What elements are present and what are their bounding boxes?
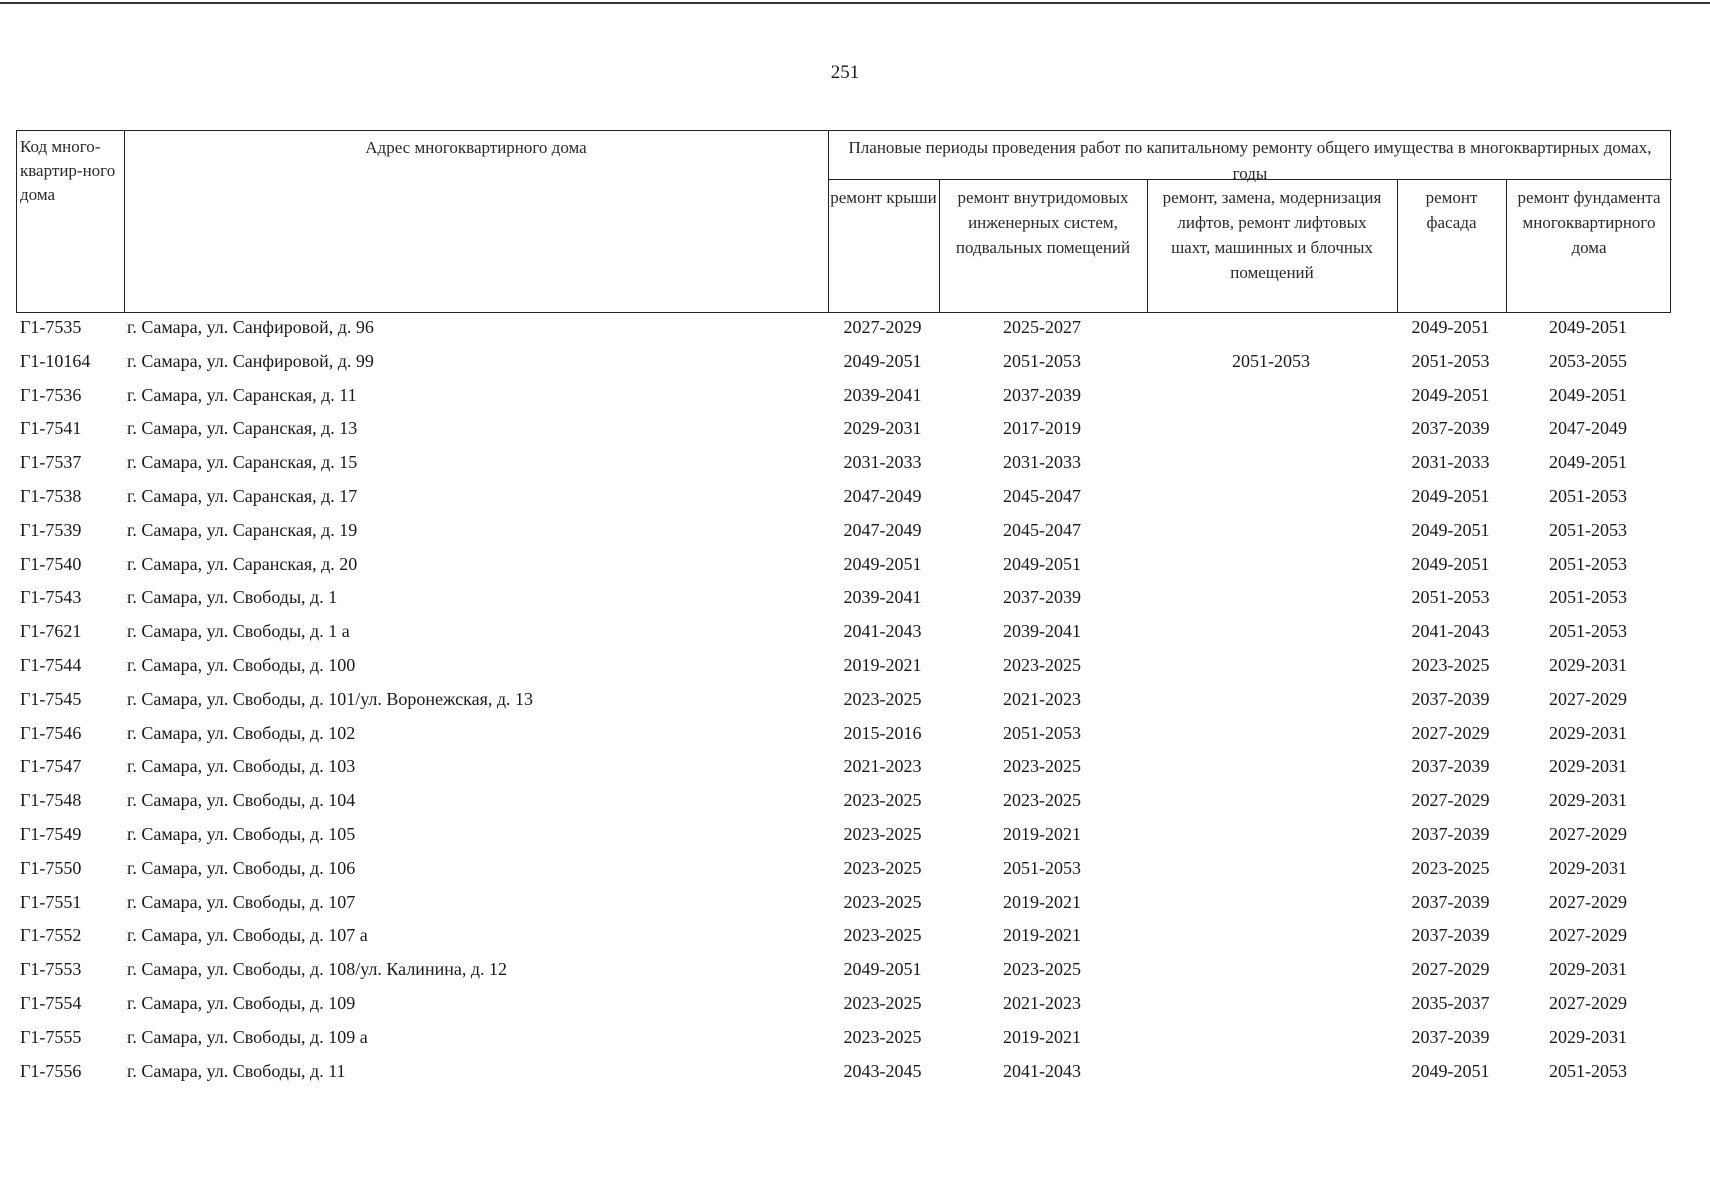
cell-facade: 2035-2037	[1411, 992, 1490, 1013]
cell-code: Г1-7549	[20, 823, 82, 844]
cell-roof: 2023-2025	[843, 790, 922, 811]
cell-address: г. Самара, ул. Свободы, д. 11	[127, 1060, 346, 1081]
cell-engineering: 2051-2053	[1003, 857, 1081, 878]
cell-roof: 2029-2031	[843, 418, 922, 439]
cell-engineering: 2023-2025	[1003, 654, 1081, 675]
cell-foundation: 2051-2053	[1549, 587, 1627, 608]
cell-facade: 2049-2051	[1411, 519, 1490, 540]
cell-engineering: 2021-2023	[1003, 688, 1081, 709]
cell-code: Г1-7536	[20, 384, 82, 405]
cell-engineering: 2023-2025	[1003, 756, 1081, 777]
cell-roof: 2023-2025	[843, 1026, 922, 1047]
header-roof: ремонт крыши	[830, 188, 937, 207]
cell-roof: 2049-2051	[843, 553, 922, 574]
cell-facade: 2023-2025	[1411, 654, 1490, 675]
cell-roof: 2023-2025	[843, 823, 922, 844]
cell-engineering: 2045-2047	[1003, 519, 1081, 540]
cell-address: г. Самара, ул. Свободы, д. 108/ул. Калинина, д. 12	[127, 959, 507, 980]
table-header	[16, 130, 1671, 313]
table-row	[16, 313, 1671, 347]
cell-foundation: 2029-2031	[1549, 790, 1627, 811]
cell-address: г. Самара, ул. Саранская, д. 20	[127, 553, 358, 574]
scan-top-border	[0, 2, 1710, 4]
page-number: 251	[830, 62, 860, 83]
cell-code: Г1-7554	[20, 992, 82, 1013]
cell-roof: 2047-2049	[843, 519, 922, 540]
cell-code: Г1-7556	[20, 1060, 82, 1081]
cell-foundation: 2029-2031	[1549, 1026, 1627, 1047]
cell-code: Г1-7539	[20, 519, 82, 540]
cell-address: г. Самара, ул. Свободы, д. 109 а	[127, 1026, 368, 1047]
cell-facade: 2037-2039	[1411, 688, 1490, 709]
cell-code: Г1-7551	[20, 891, 82, 912]
cell-code: Г1-7544	[20, 654, 82, 675]
cell-roof: 2041-2043	[843, 621, 922, 642]
table-row	[16, 1023, 1671, 1057]
table-row	[16, 550, 1671, 584]
table-row	[16, 955, 1671, 989]
cell-foundation: 2027-2029	[1549, 688, 1627, 709]
table-row	[16, 752, 1671, 786]
cell-address: г. Самара, ул. Саранская, д. 19	[127, 519, 358, 540]
cell-roof: 2043-2045	[843, 1060, 922, 1081]
cell-foundation: 2029-2031	[1549, 857, 1627, 878]
table-row	[16, 786, 1671, 820]
cell-engineering: 2019-2021	[1003, 1026, 1081, 1047]
header-lifts: ремонт, замена, модернизация лифтов, ремонт лифтовых шахт, машинных и блочных помещений	[1162, 188, 1382, 282]
table-row	[16, 1057, 1671, 1091]
cell-address: г. Самара, ул. Свободы, д. 109	[127, 992, 356, 1013]
cell-facade: 2049-2051	[1411, 553, 1490, 574]
cell-address: г. Самара, ул. Свободы, д. 107 а	[127, 925, 368, 946]
cell-address: г. Самара, ул. Свободы, д. 107	[127, 891, 356, 912]
table-row	[16, 651, 1671, 685]
cell-foundation: 2029-2031	[1549, 756, 1627, 777]
cell-facade: 2037-2039	[1411, 891, 1490, 912]
table-row	[16, 516, 1671, 550]
cell-address: г. Самара, ул. Свободы, д. 1	[127, 587, 338, 608]
table-row	[16, 685, 1671, 719]
cell-roof: 2047-2049	[843, 485, 922, 506]
cell-code: Г1-7548	[20, 790, 82, 811]
cell-facade: 2049-2051	[1411, 384, 1490, 405]
cell-foundation: 2047-2049	[1549, 418, 1627, 439]
cell-code: Г1-7543	[20, 587, 82, 608]
cell-roof: 2023-2025	[843, 992, 922, 1013]
table-row	[16, 719, 1671, 753]
cell-roof: 2031-2033	[843, 452, 922, 473]
cell-address: г. Самара, ул. Санфировой, д. 99	[127, 350, 374, 371]
cell-address: г. Самара, ул. Свободы, д. 104	[127, 790, 356, 811]
cell-address: г. Самара, ул. Свободы, д. 1 а	[127, 621, 350, 642]
cell-code: Г1-7547	[20, 756, 82, 777]
table-row	[16, 820, 1671, 854]
cell-code: Г1-7621	[20, 621, 82, 642]
cell-engineering: 2019-2021	[1003, 891, 1081, 912]
cell-facade: 2049-2051	[1411, 485, 1490, 506]
cell-facade: 2031-2033	[1411, 452, 1490, 473]
cell-address: г. Самара, ул. Санфировой, д. 96	[127, 317, 374, 337]
cell-roof: 2021-2023	[843, 756, 922, 777]
header-engineering: ремонт внутридомовых инженерных систем, подвальных помещений	[955, 188, 1131, 257]
cell-engineering: 2051-2053	[1003, 350, 1081, 371]
cell-engineering: 2041-2043	[1003, 1060, 1081, 1081]
cell-address: г. Самара, ул. Саранская, д. 13	[127, 418, 358, 439]
cell-engineering: 2037-2039	[1003, 587, 1081, 608]
table-body	[16, 313, 1671, 1090]
cell-engineering: 2037-2039	[1003, 384, 1081, 405]
cell-facade: 2041-2043	[1411, 621, 1490, 642]
cell-address: г. Самара, ул. Свободы, д. 103	[127, 756, 356, 777]
cell-engineering: 2019-2021	[1003, 925, 1081, 946]
cell-foundation: 2053-2055	[1549, 350, 1627, 371]
cell-code: Г1-7538	[20, 485, 82, 506]
cell-roof: 2027-2029	[843, 317, 922, 337]
cell-foundation: 2027-2029	[1549, 891, 1627, 912]
cell-foundation: 2051-2053	[1549, 519, 1627, 540]
cell-address: г. Самара, ул. Свободы, д. 102	[127, 722, 356, 743]
cell-engineering: 2025-2027	[1003, 317, 1081, 337]
cell-engineering: 2021-2023	[1003, 992, 1081, 1013]
cell-address: г. Самара, ул. Саранская, д. 11	[127, 384, 357, 405]
cell-facade: 2027-2029	[1411, 959, 1490, 980]
cell-engineering: 2045-2047	[1003, 485, 1081, 506]
cell-roof: 2023-2025	[843, 891, 922, 912]
cell-code: Г1-7550	[20, 857, 82, 878]
cell-address: г. Самара, ул. Свободы, д. 105	[127, 823, 356, 844]
table-row	[16, 921, 1671, 955]
cell-facade: 2023-2025	[1411, 857, 1490, 878]
cell-facade: 2051-2053	[1411, 587, 1490, 608]
cell-engineering: 2017-2019	[1003, 418, 1081, 439]
cell-code: Г1-7546	[20, 722, 82, 743]
header-facade: ремонт фасада	[1425, 188, 1478, 232]
cell-roof: 2019-2021	[843, 654, 922, 675]
cell-code: Г1-7541	[20, 418, 82, 439]
header-foundation: ремонт фундамента многоквартирного дома	[1517, 188, 1661, 257]
table-row	[16, 482, 1671, 516]
table-row	[16, 414, 1671, 448]
cell-code: Г1-7535	[20, 317, 82, 337]
cell-code: Г1-7553	[20, 959, 82, 980]
cell-address: г. Самара, ул. Свободы, д. 106	[127, 857, 356, 878]
cell-roof: 2023-2025	[843, 857, 922, 878]
cell-foundation: 2049-2051	[1549, 317, 1627, 337]
cell-facade: 2027-2029	[1411, 722, 1490, 743]
cell-foundation: 2027-2029	[1549, 992, 1627, 1013]
cell-roof: 2023-2025	[843, 688, 922, 709]
cell-engineering: 2019-2021	[1003, 823, 1081, 844]
cell-foundation: 2029-2031	[1549, 654, 1627, 675]
cell-facade: 2027-2029	[1411, 790, 1490, 811]
cell-engineering: 2039-2041	[1003, 621, 1081, 642]
cell-code: Г1-7540	[20, 553, 82, 574]
cell-facade: 2037-2039	[1411, 418, 1490, 439]
cell-facade: 2037-2039	[1411, 823, 1490, 844]
table-row	[16, 583, 1671, 617]
table-row	[16, 854, 1671, 888]
cell-engineering: 2049-2051	[1003, 553, 1081, 574]
cell-roof: 2023-2025	[843, 925, 922, 946]
cell-address: г. Самара, ул. Саранская, д. 17	[127, 485, 358, 506]
cell-code: Г1-10164	[20, 350, 91, 371]
cell-roof: 2039-2041	[843, 587, 922, 608]
cell-foundation: 2027-2029	[1549, 925, 1627, 946]
cell-foundation: 2051-2053	[1549, 621, 1627, 642]
cell-foundation: 2051-2053	[1549, 1060, 1627, 1081]
cell-foundation: 2051-2053	[1549, 553, 1627, 574]
table-row	[16, 888, 1671, 922]
cell-lifts: 2051-2053	[1232, 350, 1310, 371]
cell-roof: 2049-2051	[843, 350, 922, 371]
cell-engineering: 2023-2025	[1003, 959, 1081, 980]
table-row	[16, 989, 1671, 1023]
cell-code: Г1-7552	[20, 925, 82, 946]
cell-code: Г1-7537	[20, 452, 82, 473]
cell-foundation: 2051-2053	[1549, 485, 1627, 506]
cell-foundation: 2029-2031	[1549, 722, 1627, 743]
cell-code: Г1-7545	[20, 688, 82, 709]
cell-address: г. Самара, ул. Свободы, д. 101/ул. Воронежская, д. 13	[127, 688, 534, 709]
cell-foundation: 2049-2051	[1549, 452, 1627, 473]
cell-engineering: 2031-2033	[1003, 452, 1081, 473]
cell-engineering: 2051-2053	[1003, 722, 1081, 743]
cell-foundation: 2029-2031	[1549, 959, 1627, 980]
cell-code: Г1-7555	[20, 1026, 82, 1047]
header-code: Код много-квартир-ного дома	[20, 137, 116, 204]
header-planned-periods: Плановые периоды проведения работ по капитальному ремонту общего имущества в многоквартирных домах, годы	[848, 138, 1652, 183]
table-row	[16, 381, 1671, 415]
cell-facade: 2037-2039	[1411, 756, 1490, 777]
cell-engineering: 2023-2025	[1003, 790, 1081, 811]
cell-address: г. Самара, ул. Свободы, д. 100	[127, 654, 356, 675]
cell-roof: 2039-2041	[843, 384, 922, 405]
cell-address: г. Самара, ул. Саранская, д. 15	[127, 452, 358, 473]
table-row	[16, 617, 1671, 651]
header-address: Адрес многоквартирного дома	[365, 138, 587, 157]
cell-facade: 2049-2051	[1411, 317, 1490, 337]
table-row	[16, 347, 1671, 381]
cell-foundation: 2049-2051	[1549, 384, 1627, 405]
cell-facade: 2049-2051	[1411, 1060, 1490, 1081]
cell-facade: 2051-2053	[1411, 350, 1490, 371]
table-row	[16, 448, 1671, 482]
cell-foundation: 2027-2029	[1549, 823, 1627, 844]
cell-roof: 2015-2016	[843, 722, 922, 743]
cell-facade: 2037-2039	[1411, 1026, 1490, 1047]
cell-roof: 2049-2051	[843, 959, 922, 980]
cell-facade: 2037-2039	[1411, 925, 1490, 946]
